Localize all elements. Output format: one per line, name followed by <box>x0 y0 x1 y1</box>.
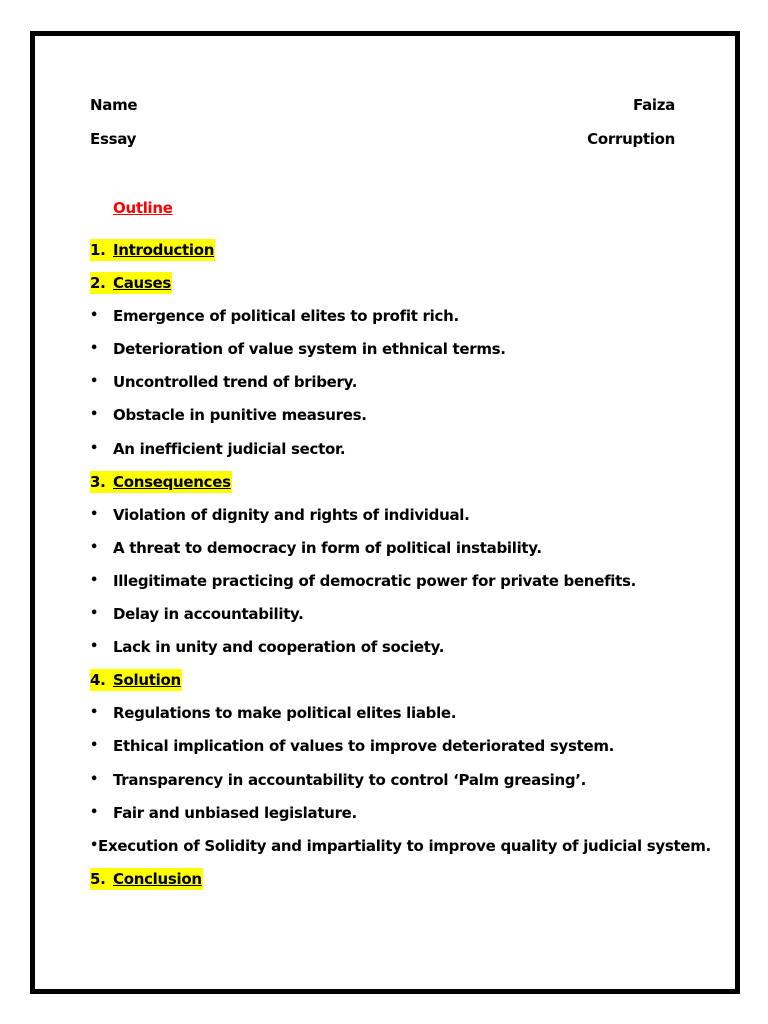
bullet-icon: • <box>90 506 99 522</box>
outline-bullet-item <box>90 537 675 570</box>
section-number: 1. <box>90 241 106 259</box>
bullet-text: Violation of dignity and rights of individual. <box>113 505 470 524</box>
bullet-icon: • <box>90 407 99 423</box>
bullet-text: Deterioration of value system in ethnical terms. <box>113 340 506 359</box>
name-row <box>90 94 675 128</box>
bullet-icon: • <box>90 804 99 820</box>
outline-title: Outline <box>113 199 173 217</box>
bullet-text: Illegitimate practicing of democratic power for private benefits. <box>113 571 637 590</box>
bullet-text: Uncontrolled trend of bribery. <box>113 373 358 392</box>
essay-topic: Corruption <box>587 130 675 148</box>
outline-bullet-item <box>90 835 711 868</box>
section-title: Solution <box>113 671 181 690</box>
essay-label: Essay <box>90 130 137 148</box>
bullet-icon: • <box>90 738 99 754</box>
section-title: Conclusion <box>113 869 202 888</box>
outline-bullet-item <box>90 702 675 735</box>
section-title: Causes <box>113 274 172 293</box>
bullet-text: Obstacle in punitive measures. <box>113 406 367 425</box>
section-heading <box>90 239 675 272</box>
bullet-icon: • <box>90 606 99 622</box>
outline-bullet-item <box>90 338 675 371</box>
bullet-text: Transparency in accountability to control ‘Palm greasing’. <box>113 770 587 789</box>
bullet-text: Regulations to make political elites liable. <box>113 704 457 723</box>
bullet-icon: • <box>90 837 99 853</box>
section-heading <box>90 868 675 901</box>
essay-row <box>90 128 675 162</box>
bullet-text: Execution of Solidity and impartiality to improve quality of judicial system. <box>98 836 711 855</box>
outline-bullet-item <box>90 603 675 636</box>
bullet-icon: • <box>90 308 99 324</box>
section-title: Consequences <box>113 472 231 491</box>
bullet-text: Ethical implication of values to improve deteriorated system. <box>113 737 615 756</box>
outline-list <box>90 239 711 901</box>
bullet-icon: • <box>90 374 99 390</box>
section-heading <box>90 272 675 305</box>
bullet-icon: • <box>90 440 99 456</box>
section-heading-highlight <box>90 272 172 294</box>
outline-bullet-item <box>90 438 675 471</box>
outline-bullet-item <box>90 769 675 802</box>
name-label: Name <box>90 96 138 114</box>
section-number: 3. <box>90 472 106 491</box>
bullet-text: Emergence of political elites to profit rich. <box>113 307 459 326</box>
bullet-icon: • <box>90 572 99 588</box>
section-number: 2. <box>90 274 106 293</box>
name-value: Faiza <box>633 96 675 114</box>
outline-bullet-item <box>90 504 675 537</box>
outline-bullet-item <box>90 735 675 768</box>
bullet-icon: • <box>90 705 99 721</box>
bullet-icon: • <box>90 639 99 655</box>
section-heading-highlight <box>90 239 215 261</box>
bullet-text: Delay in accountability. <box>113 605 304 624</box>
section-number: 4. <box>90 671 106 690</box>
bullet-text: Lack in unity and cooperation of society. <box>113 638 445 657</box>
section-heading <box>90 471 675 504</box>
bullet-icon: • <box>90 771 99 787</box>
section-heading <box>90 669 675 702</box>
bullet-icon: • <box>90 539 99 555</box>
outline-bullet-item <box>90 404 675 437</box>
bullet-text: Fair and unbiased legislature. <box>113 803 357 822</box>
section-number: 5. <box>90 869 106 888</box>
outline-bullet-item <box>90 636 675 669</box>
section-heading-highlight <box>90 471 232 493</box>
bullet-text: An inefficient judicial sector. <box>113 439 346 458</box>
section-heading-highlight <box>90 669 182 691</box>
section-heading-highlight <box>90 868 203 890</box>
section-title: Introduction <box>113 241 215 259</box>
document-content <box>90 94 711 901</box>
outline-bullet-item <box>90 802 675 835</box>
outline-bullet-item <box>90 305 675 338</box>
outline-bullet-item <box>90 371 675 404</box>
bullet-icon: • <box>90 341 99 357</box>
bullet-text: A threat to democracy in form of political instability. <box>113 538 542 557</box>
outline-bullet-item <box>90 570 675 603</box>
